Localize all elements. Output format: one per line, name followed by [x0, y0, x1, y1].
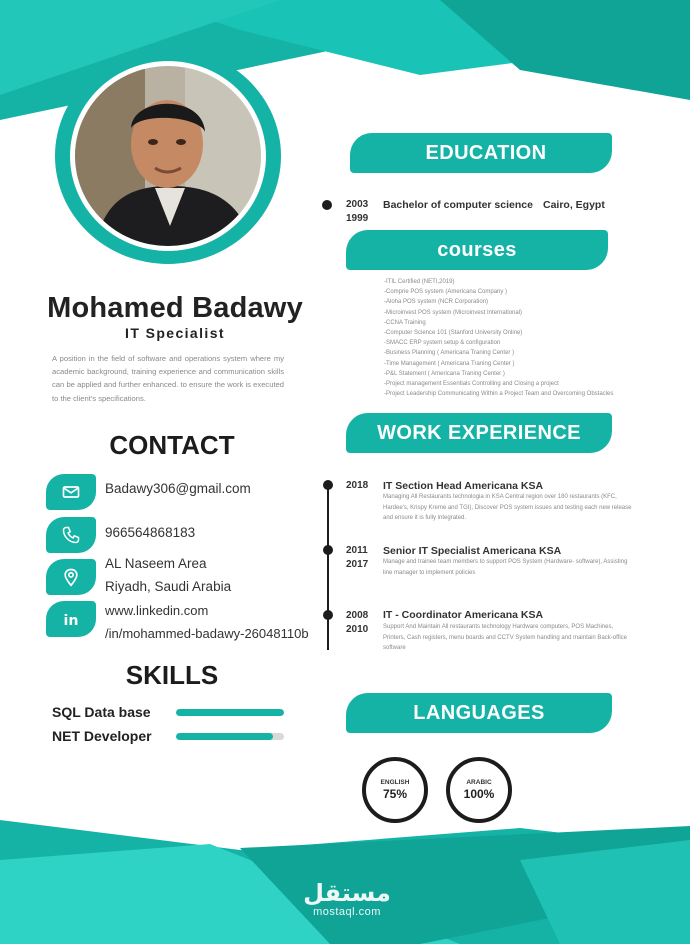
skill-bar — [176, 733, 284, 740]
education-heading: EDUCATION — [350, 133, 612, 173]
course-item: -Project management Essentials Controlling and Closing a project — [384, 381, 559, 388]
job-description: Support And Maintain All restaurants technology Hardware computers, POS Machines, Printers, Cash registers, menu boards and CCTV System handling and maintain Back-office software — [383, 624, 628, 651]
job-year: 2017 — [346, 559, 369, 570]
education-year-end: 2003 — [346, 199, 369, 210]
phone-icon — [46, 517, 96, 553]
skill-fill — [176, 733, 273, 740]
courses-heading: courses — [346, 230, 608, 270]
language-level: 75% — [382, 787, 408, 801]
contact-linkedin-line2[interactable]: /in/mohammed-badawy-26048110b — [105, 626, 309, 641]
profile-name: Mohamed Badawy — [47, 292, 303, 324]
svg-text:in: in — [63, 612, 79, 629]
course-item: -SMACC ERP system setup & configuration — [384, 340, 501, 347]
course-item: -Business Planning ( Americana Traning Center ) — [384, 350, 515, 357]
contact-phone[interactable]: 966564868183 — [105, 525, 196, 540]
job-title: IT - Coordinator Americana KSA — [383, 609, 544, 621]
skill-bar — [176, 709, 284, 716]
job-year: 2011 — [346, 545, 368, 556]
profile-photo — [75, 66, 261, 246]
job-title: IT Section Head Americana KSA — [383, 480, 544, 492]
email-icon — [46, 474, 96, 510]
course-item: -Comprie POS system (Americana Company ) — [384, 289, 508, 296]
contact-address-line2: Riyadh, Saudi Arabia — [105, 579, 232, 594]
courses-list — [384, 277, 624, 399]
watermark-latin: mostaql.com — [313, 906, 381, 918]
timeline-dot — [323, 480, 333, 490]
language-english — [362, 757, 428, 823]
profile-title: IT Specialist — [125, 325, 225, 341]
contact-address-line1: AL Naseem Area — [105, 556, 207, 571]
languages-heading: LANGUAGES — [346, 693, 612, 733]
course-item: -Time Management ( Americana Traning Center ) — [384, 360, 515, 367]
education-degree: Bachelor of computer science — [383, 199, 533, 211]
course-item: -CCNA Training — [384, 319, 426, 326]
course-item: -Microinvest POS system (Microinvest International) — [384, 309, 523, 316]
contact-email[interactable]: Badawy306@gmail.com — [105, 481, 251, 496]
language-arabic — [446, 757, 512, 823]
linkedin-icon — [46, 601, 96, 637]
language-name: ENGLISH — [380, 779, 410, 786]
contact-heading: CONTACT — [109, 430, 235, 460]
job-description: Manage and trainee team members to support POS System (Hardware- software), Assisting line manager to implement policies — [383, 559, 628, 576]
job-year: 2010 — [346, 624, 369, 635]
job-year: 2008 — [346, 610, 369, 621]
work-heading: WORK EXPERIENCE — [346, 413, 612, 453]
contact-linkedin-line1[interactable]: www.linkedin.com — [105, 603, 209, 618]
course-item: -Project Leadership Communicating Within a Project Team and Overcoming Obstacles — [384, 391, 614, 398]
profile-summary: A position in the field of software and operations system where my academic background, training experience and communication skills can be applied and further enhanced. to ensure the work is executed to the client's specifications. — [52, 354, 284, 403]
timeline-dot — [323, 545, 333, 555]
skill-label: SQL Data base — [52, 704, 151, 720]
job-year: 2018 — [346, 480, 369, 491]
skill-label: NET Developer — [52, 728, 152, 744]
job-description: Managing All Restaurants technologia in KSA Central region over 180 restaurants (KFC, Hardee's, Krispy Kreme and TGI), Discover POS system issues and testing each new release and ensure it is fully integrated. — [383, 494, 632, 521]
skill-fill — [176, 709, 284, 716]
skills-heading: SKILLS — [125, 660, 219, 690]
education-place: Cairo, Egypt — [543, 199, 605, 211]
language-level: 100% — [463, 787, 495, 801]
mostaql-watermark — [302, 880, 392, 918]
course-item: -Computer Science 101 (Stanford University Online) — [384, 330, 523, 337]
location-icon — [46, 559, 96, 595]
course-item: -Aloha POS system (NCR Corporation) — [384, 299, 489, 306]
job-title: Senior IT Specialist Americana KSA — [383, 545, 562, 557]
course-item: -P&L Statement ( Americana Traning Center ) — [384, 370, 505, 377]
timeline-dot — [322, 200, 332, 210]
watermark-arabic: مستقل — [303, 879, 391, 907]
language-name: ARABIC — [466, 779, 492, 786]
course-item: -ITIL Certified (NETI,2019) — [384, 279, 455, 285]
education-year-start: 1999 — [346, 213, 369, 224]
timeline-line — [327, 484, 329, 650]
timeline-dot — [323, 610, 333, 620]
